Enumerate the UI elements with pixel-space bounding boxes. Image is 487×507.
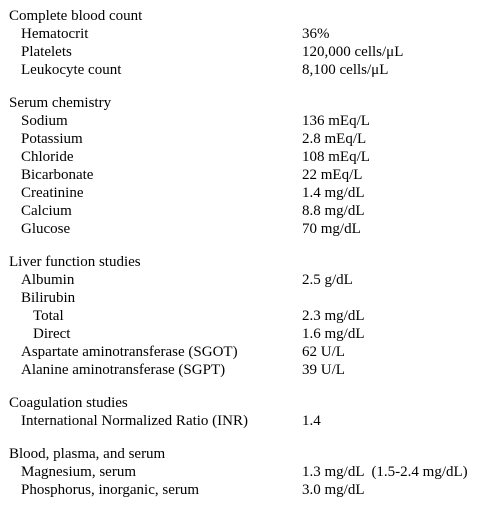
test-value: 8,100 cells/μL [302,62,389,78]
test-label: Alanine aminotransferase (SGPT) [21,362,226,378]
test-value: 2.8 mEq/L [302,131,367,147]
test-label: Calcium [21,203,72,219]
test-value: 39 U/L [302,362,345,378]
test-label: Platelets [21,44,72,60]
test-label: Aspartate aminotransferase (SGOT) [21,344,238,360]
test-label: Leukocyte count [21,62,122,78]
section-title: Liver function studies [9,254,141,270]
test-value: 136 mEq/L [302,113,370,129]
test-value: 1.4 mg/dL [302,185,365,201]
test-value: 108 mEq/L [302,149,370,165]
test-value: 2.5 g/dL [302,272,353,288]
test-value: 2.3 mg/dL [302,308,365,324]
test-label: Glucose [21,221,71,237]
test-value: 1.4 [302,413,321,429]
test-label: International Normalized Ratio (INR) [21,413,249,429]
section-title: Complete blood count [9,8,143,24]
test-value: 8.8 mg/dL [302,203,365,219]
test-label: Sodium [21,113,68,129]
section-title: Coagulation studies [9,395,128,411]
test-label: Albumin [21,272,75,288]
test-label: Chloride [21,149,74,165]
test-label: Magnesium, serum [21,464,136,480]
test-label: Hematocrit [21,26,89,42]
test-value: 1.3 mg/dL (1.5-2.4 mg/dL) [302,464,468,480]
test-value: 1.6 mg/dL [302,326,365,342]
test-label: Bicarbonate [21,167,94,183]
test-value: 70 mg/dL [302,221,361,237]
section-title: Serum chemistry [9,95,112,111]
test-label: Phosphorus, inorganic, serum [21,482,200,498]
test-label: Total [33,308,64,324]
test-value: 3.0 mg/dL [302,482,365,498]
test-label: Potassium [21,131,83,147]
test-value: 36% [302,26,330,42]
section-title: Blood, plasma, and serum [9,446,166,462]
test-value: 120,000 cells/μL [302,44,404,60]
test-label: Bilirubin [21,290,76,306]
test-value: 22 mEq/L [302,167,363,183]
test-label: Creatinine [21,185,84,201]
test-value: 62 U/L [302,344,345,360]
test-label: Direct [33,326,71,342]
